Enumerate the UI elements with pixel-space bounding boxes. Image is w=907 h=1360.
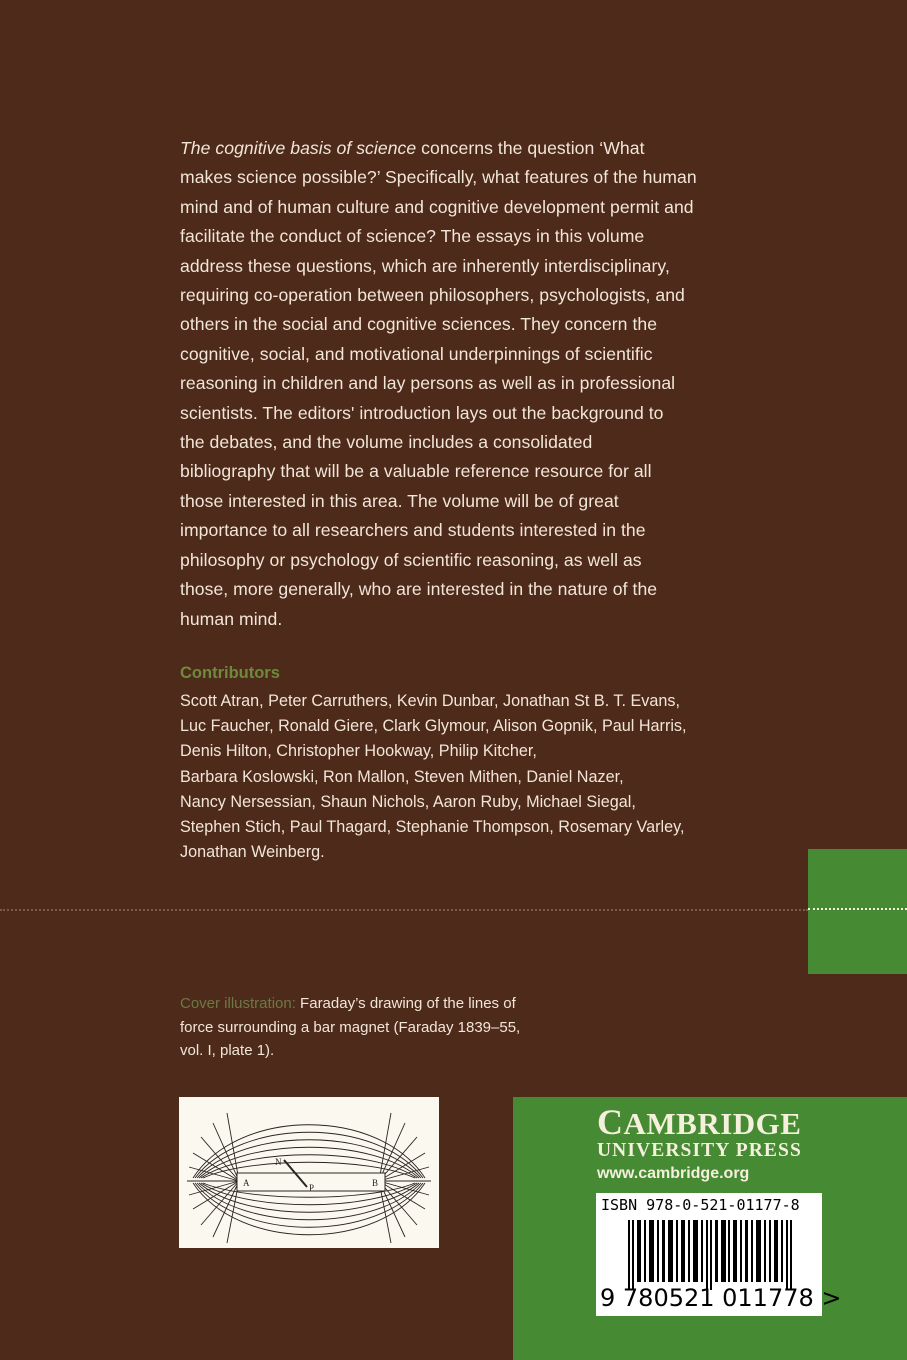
contributors-line: Nancy Nersessian, Shaun Nichols, Aaron Ruby, Michael Siegal, — [180, 792, 636, 811]
svg-text:N: N — [275, 1157, 282, 1167]
svg-text:B: B — [372, 1178, 379, 1188]
publisher-panel — [513, 1097, 907, 1360]
fold-divider — [0, 909, 808, 911]
caption-text: Faraday’s drawing of the lines of — [295, 995, 516, 1012]
blurb-line: cognitive, social, and motivational underpinnings of scientific — [180, 343, 653, 364]
publisher-subtitle: UNIVERSITY PRESS — [597, 1140, 802, 1161]
book-description — [180, 134, 725, 634]
blurb-line: requiring co-operation between philosophers, psychologists, and — [180, 285, 685, 306]
book-title-italic: The cognitive basis of science — [180, 138, 417, 158]
blurb-line: reasoning in children and lay persons as well as in professional — [180, 373, 676, 394]
blurb-line: makes science possible?’ Specifically, what features of the human — [180, 167, 697, 188]
cover-illustration-caption — [180, 992, 550, 1063]
blurb-line: others in the social and cognitive sciences. They concern the — [180, 314, 658, 335]
isbn-label: ISBN 978-0-521-01177-8 — [601, 1196, 800, 1214]
contributors-line: Stephen Stich, Paul Thagard, Stephanie Thompson, Rosemary Varley, — [180, 818, 685, 837]
barcode-bars-icon — [628, 1220, 808, 1290]
svg-text:P: P — [309, 1183, 315, 1193]
magnet-field-illustration — [179, 1097, 439, 1248]
svg-text:A: A — [243, 1178, 250, 1188]
blurb-line: concerns the question ‘What — [416, 138, 645, 158]
blurb-line: importance to all researchers and students interested in the — [180, 520, 646, 541]
contributors-line: Scott Atran, Peter Carruthers, Kevin Dunbar, Jonathan St B. T. Evans, — [180, 692, 680, 710]
contributors-heading: Contributors — [180, 664, 280, 682]
bar-magnet-field-lines-icon — [179, 1097, 439, 1248]
contributors-line: Barbara Koslowski, Ron Mallon, Steven Mithen, Daniel Nazer, — [180, 767, 624, 786]
blurb-line: address these questions, which are inherently interdisciplinary, — [180, 255, 670, 276]
blurb-line: those, more generally, who are interested in the nature of the — [180, 579, 658, 600]
spine-color-tab — [808, 849, 907, 974]
caption-text: force surrounding a bar magnet (Faraday 1839–55, — [180, 1018, 521, 1036]
publisher-name: CAMBRIDGE — [597, 1102, 802, 1142]
blurb-line: mind and of human culture and cognitive development permit and — [180, 196, 694, 217]
blurb-line: human mind. — [180, 608, 283, 629]
contributors-list — [180, 689, 740, 865]
blurb-line: the debates, and the volume includes a consolidated — [180, 432, 593, 453]
isbn-barcode — [596, 1193, 842, 1316]
contributors-line: Luc Faucher, Ronald Giere, Clark Glymour, Alison Gopnik, Paul Harris, — [180, 717, 687, 736]
blurb-line: scientists. The editors' introduction lays out the background to — [180, 402, 664, 423]
blurb-line: philosophy or psychology of scientific reasoning, as well as — [180, 549, 642, 570]
caption-text: vol. I, plate 1). — [180, 1042, 275, 1059]
blurb-line: those interested in this area. The volume will be of great — [180, 490, 619, 511]
fold-divider-on-tab — [808, 908, 907, 910]
barcode-digits: 9 780521 011778 > — [600, 1284, 842, 1312]
caption-label: Cover illustration: — [180, 995, 296, 1012]
contributors-line: Denis Hilton, Christopher Hookway, Philip Kitcher, — [180, 742, 537, 761]
blurb-line: bibliography that will be a valuable reference resource for all — [180, 461, 652, 482]
blurb-line: facilitate the conduct of science? The essays in this volume — [180, 226, 645, 247]
publisher-url: www.cambridge.org — [597, 1165, 750, 1182]
contributors-line: Jonathan Weinberg. — [180, 843, 325, 862]
